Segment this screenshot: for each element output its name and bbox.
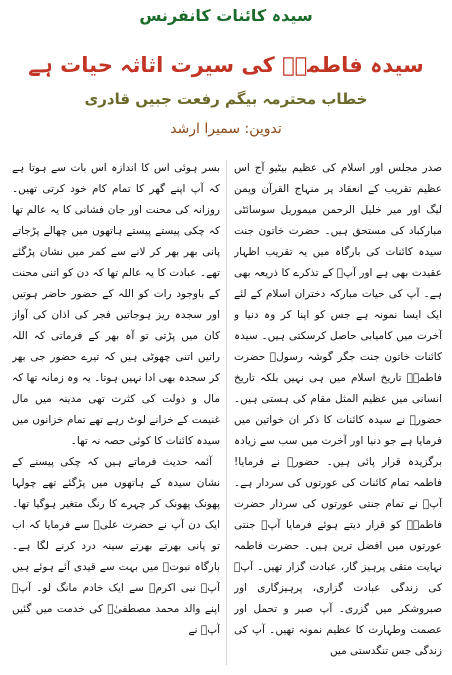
column-divider [226, 160, 227, 665]
compiler-credit: تدوین: سمیرا ارشد [170, 121, 282, 137]
left-paragraph-1: بسر ہوئی اس کا اندازہ اس بات سے ہوتا ہے کہ آپ اپنے گھر کا تمام کام خود کرتی تھیں۔ روزانہ کی محنت اور جان فشانی کا یہ عالم تھا کہ چکی پیستے پیستے ہاتھوں میں چھالے پڑجاتے پانی بھر بھر کر لانے سے کمر میں نشان پڑگئے تھے۔ عبادت کا یہ عالم تھا کہ دن کو اتنی محنت کے باوجود رات کو اللہ کے حضور حاضر ہوتیں اور سجدہ ریز ہوجاتیں فجر کی اذان کی آواز کان میں پڑتی تو آہ بھر کے فرماتی کہ اللہ راتیں اتنی چھوٹی ہیں کہ تیرے حضور جی بھر کر سجدہ بھی ادا نہیں ہوتا۔ یہ وہ زمانہ تھا کہ مال و دولت کی کثرت تھی مدینہ میں مال غنیمت کے خزانے لوٹ رہے تھے تمام خزانوں میں سیدہ کائنات کا کوئی حصہ نہ تھا۔ [12, 162, 220, 447]
left-paragraph-2: آئمہ حدیث فرماتے ہیں کہ چکی پیسنے کے نشان سیدہ کے ہاتھوں میں پڑگئے تھے چولہا پھونک پھونک کر چہرے کا رنگ متغیر ہوگیا تھا۔ ایک دن آپ نے حضرت علیؑ سے فرمایا کہ اب تو پانی بھرتے بھرتے سینہ درد کرنے لگا ہے۔ بارگاہ نبوتؐ میں بہت سے قیدی آئے ہوئے ہیں آپؑ نبی اکرمؐ سے ایک خادم مانگ لو۔ آپؑ اپنے والد محمد مصطفیٰؐ کی خدمت میں گئیں آپؐ نے [12, 456, 220, 636]
article-title: سیدہ فاطمہؑ کی سیرت اثاثہ حیات ہے [28, 53, 424, 77]
conference-heading: سیدہ کائنات کانفرنس [139, 6, 313, 25]
speaker-byline: خطاب محترمہ بیگم رفعت جبیں قادری [84, 90, 368, 108]
right-paragraph-1: صدر مجلس اور اسلام کی عظیم بیٹیو آج اس عظیم تقریب کے انعقاد پر منہاج القرآن ویمن لیگ اور میر خلیل الرحمن میموریل سوسائٹی مبارکباد کی مستحق ہیں۔ حضرت خاتون جنت سیدہ کائنات کی بارگاہ میں یہ تقریب اظہار عقیدت بھی ہے اور آپؑ کے تذکرے کا ذریعہ بھی ہے۔ آپ کی حیات مبارکہ دختران اسلام کے لئے ایک ایسا نمونہ ہے جس کو اپنا کر وہ دنیا و آخرت میں کامیابی حاصل کرسکتی ہیں۔ سیدہ کائنات خاتون جنت جگر گوشہ رسولؐ حضرت فاطمہؑ تاریخ اسلام میں ہی نہیں بلکہ تاریخ انسانی میں عظیم المثل مقام کی ہستی ہیں۔ حضورؐ نے سیدہ کائنات کا ذکر ان خواتین میں فرمایا ہے جو دنیا اور آخرت میں سب سے زیادہ برگزیدہ قرار پائی ہیں۔ حضورؐ نے فرمایا! فاطمہ تمام کائنات کی عورتوں کی سردار ہے۔ آپؐ نے تمام جنتی عورتوں کی سردار حضرت فاطمہؑ کو قرار دیتے ہوئے فرمایا آپؑ جنتی عورتوں میں افضل ترین ہیں۔ حضرت فاطمہ نہایت متقی پرہیز گار، عبادت گزار تھیں۔ آپؑ کی زندگی عبادت گزاری، پرہیزگاری اور صبروشکر میں گزری۔ آپ صبر و تحمل اور عصمت وطہارت کا عظیم نمونہ تھیں۔ آپ کی زندگی جس تنگدستی میں [234, 162, 442, 657]
left-column [12, 158, 220, 668]
right-column [234, 158, 442, 668]
